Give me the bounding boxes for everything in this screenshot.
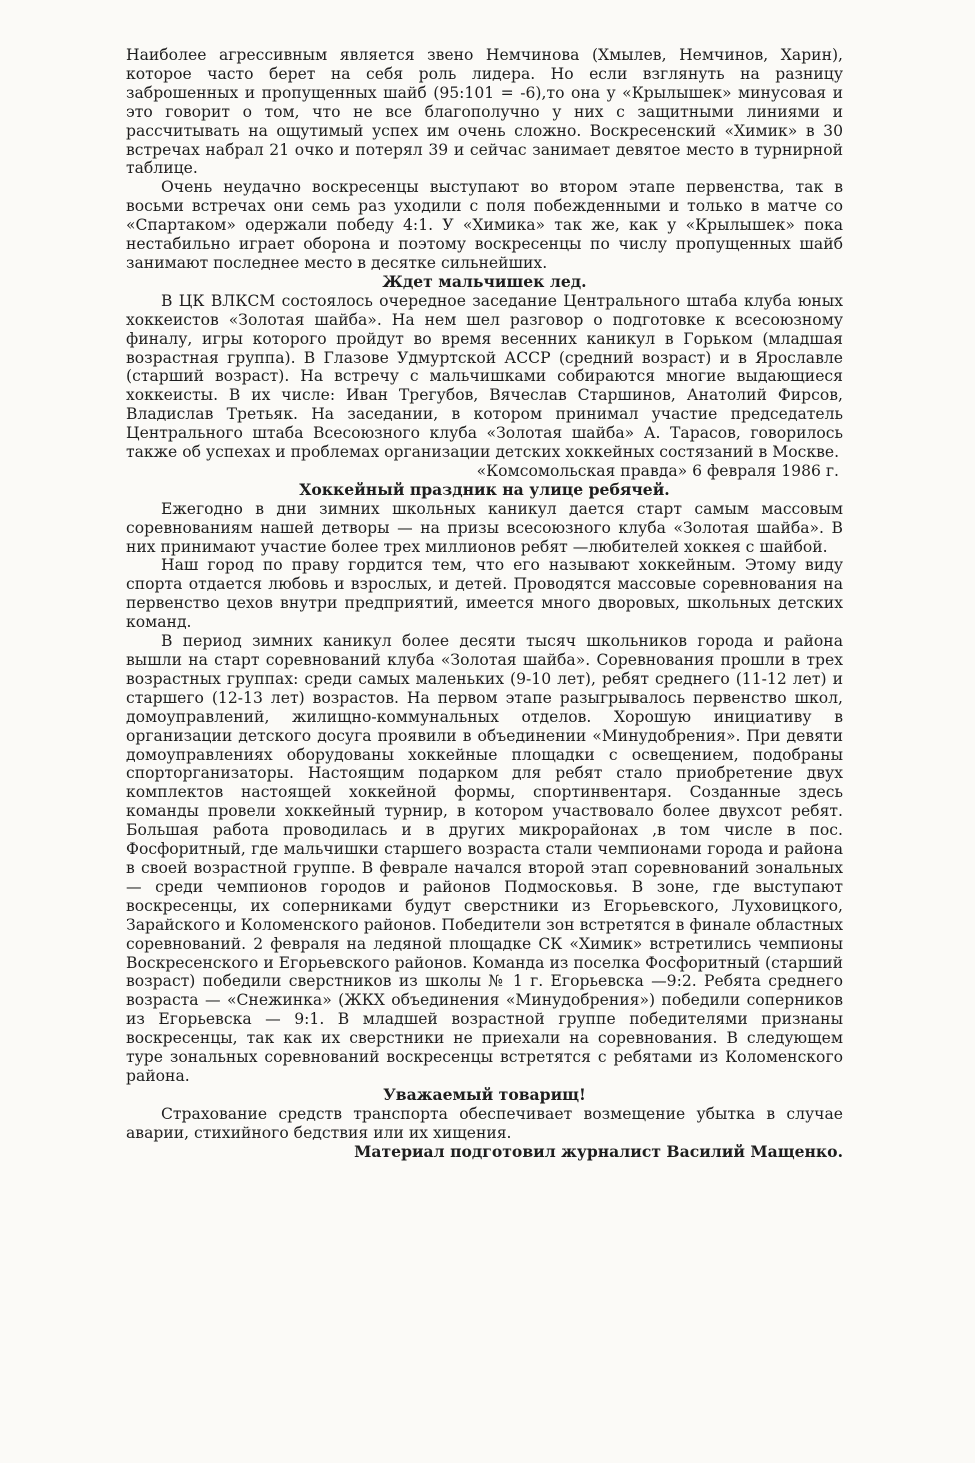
heading-khokkeiny-prazdnik: Хоккейный праздник на улице ребячей. xyxy=(299,479,670,499)
heading-zhdet-malchishek-led: Ждет мальчишек лед. xyxy=(382,271,587,291)
paragraph-zolotaya-shaiba-shtab: В ЦК ВЛКСМ состоялось очередное заседание Центрального штаба клуба юных хоккеистов «Золотая шайба». На нем шел разговор о подготовке к всесоюзному финалу, игры которого пройдут во время весенних каникул в Горьком (младшая возрастная группа). В Глазове Удмуртской АССР (средний возраст) и в Ярославле (старший возраст). На встречу с мальчишками собираются многие выдающиеся хоккеисты. В их числе: Иван Трегубов, Вячеслав Старшинов, Анатолий Фирсов, Владислав Третьяк. На заседании, в котором принимал участие председатель Центрального штаба Всесоюзного клуба «Золотая шайба» А. Тарасов, говорилось также об успехах и проблемах организации детских хоккейных состязаний в Москве. xyxy=(126,291,843,462)
source-citation: «Комсомольская правда» 6 февраля 1986 г. xyxy=(476,461,839,480)
author-signature: Материал подготовил журналист Василий Мащенко. xyxy=(354,1141,843,1161)
paragraph-khokkeiny-gorod: Наш город по праву гордится тем, что его называют хоккейным. Этому виду спорта отдается любовь и взрослых, и детей. Проводятся массовые соревнования на первенство цехов внутри предприятий, имеется много дворовых, школьных детских команд. xyxy=(126,556,843,632)
paragraph-zveno-nemchinova: Наиболее агрессивным является звено Немчинова (Хмылев, Немчинов, Харин), которое часто берет на себя роль лидера. Но если взглянуть на разницу заброшенных и пропущенных шайб (95:101 = -6),то она у «Крылышек» минусовая и это говорит о том, что не все благополучно у них с защитными линиями и рассчитывать на ощутимый успех им очень сложно. Воскресенский «Химик» в 30 встречах набрал 21 очко и потерял 39 и сейчас занимает девятое место в турнирной таблице. xyxy=(126,46,843,178)
paragraph-voskresenskie-neudachi: Очень неудачно воскресенцы выступают во втором этапе первенства, так в восьми встречах они семь раз уходили с поля побежденными и только в матче со «Спартаком» одержали победу 4:1. У «Химика» так же, как у «Крылышек» пока нестабильно играет оборона и поэтому воскресенцы по числу пропущенных шайб занимают последнее место в десятке сильнейших. xyxy=(126,178,843,272)
paragraph-sorevnovaniya: В период зимних каникул более десяти тысяч школьников города и района вышли на старт соревнований клуба «Золотая шайба». Соревнования прошли в трех возрастных группах: среди самых маленьких (9-10 лет), ребят среднего (11-12 лет) и старшего (12-13 лет) возрастов. На первом этапе разыгрывалось первенство школ, домоуправлений, жилищно-коммунальных отделов. Хорошую инициативу в организации детского досуга проявили в объединении «Минудобрения». При девяти домоуправлениях оборудованы хоккейные площадки с освещением, подобраны спорторганизаторы. Настоящим подарком для ребят стало приобретение двух комплектов настоящей хоккейной формы, спортинвентаря. Созданные здесь команды провели хоккейный турнир, в котором участвовало более двухсот ребят. Большая работа проводилась и в других микрорайонах ,в том числе в пос. Фосфоритный, где мальчишки старшего возраста стали чемпионами города и района в своей возрастной группе. В феврале начался второй этап соревнований зональных — среди чемпионов городов и районов Подмосковья. В зоне, где выступают воскресенцы, их соперниками будут сверстники из Егорьевского, Луховицкого, Зарайского и Коломенского районов. Победители зон встретятся в финале областных соревнований. 2 февраля на ледяной площадке СК «Химик» встретились чемпионы Воскресенского и Егорьевского районов. Команда из поселка Фосфоритный (старший возраст) победили сверстников из школы № 1 г. Егорьевска —9:2. Ребята среднего возраста — «Снежинка» (ЖКХ объединения «Минудобрения») победили соперников из Егорьевска — 9:1. В младшей возрастной группе победителями признаны воскресенцы, так как их сверстники не приехали на соревнования. В следующем туре зональных соревнований воскресенцы встретятся с ребятами из Коломенского района. xyxy=(126,632,843,1085)
paragraph-strakhovanie: Страхование средств транспорта обеспечивает возмещение убытка в случае аварии, стихийного бедствия или их хищения. xyxy=(126,1104,843,1142)
heading-uvazhaemy-tovarishch: Уважаемый товарищ! xyxy=(383,1084,586,1104)
paragraph-zimnie-kanikuly: Ежегодно в дни зимних школьных каникул дается старт самым массовым соревнованиям нашей детворы — на призы всесоюзного клуба «Золотая шайба». В них принимают участие более трех миллионов ребят —любителей хоккея с шайбой. xyxy=(126,499,843,556)
